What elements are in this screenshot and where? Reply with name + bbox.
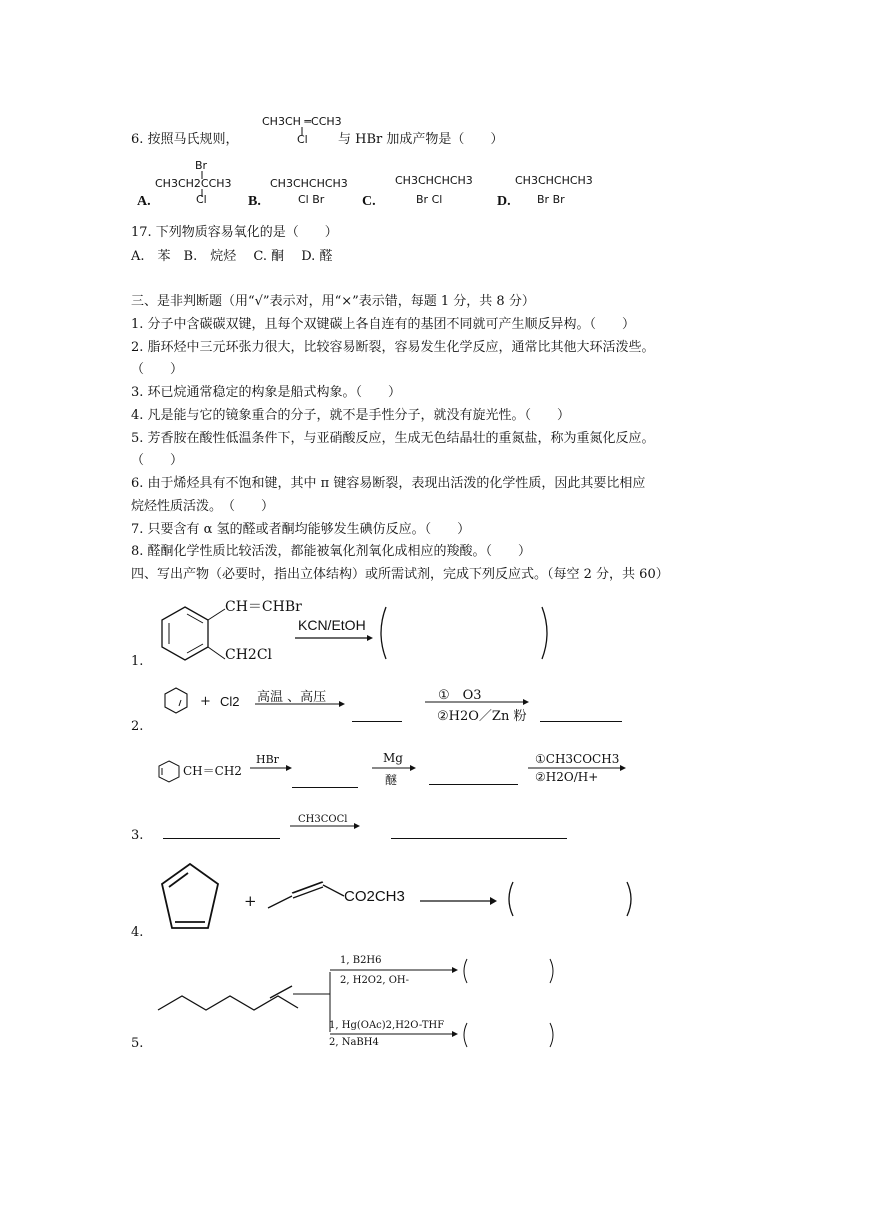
r2-condition: 高温 、高压 [257,690,327,705]
q6-d-label: D. [497,194,511,209]
section4-heading: 四、写出产物（必要时，指出立体结构）或所需试剂，完成下列反应式。（每空 2 分，共 60） [131,567,669,582]
q6-a-chain: CH3CH2CCH3 [155,177,232,190]
r2b-blank-2[interactable] [429,784,518,785]
r3-reagent: CH3COCl [298,814,348,825]
r2-step1: ① O3 [438,688,482,703]
s3-item: （ ） [131,453,184,468]
answer-parentheses[interactable] [378,605,558,661]
q6-d-chain: CH3CHCHCH3 [515,174,593,187]
r3-number: 3. [131,828,144,843]
benzene-ring-icon [160,605,230,665]
r2-step2: ②H2O／Zn 粉 [437,709,527,724]
r2b-step1: ①CH3COCH3 [535,752,620,766]
reaction-arrow-icon [420,896,498,906]
r2-blank-2[interactable] [540,721,622,722]
s3-item: 6. 由于烯烃具有不饱和键，其中 π 键容易断裂，表现出活泼的化学性质，因此其要比相应 [131,476,646,491]
q17-question: 17. 下列物质容易氧化的是（ ） [131,225,338,240]
reaction-arrow-icon [250,763,294,773]
r2-blank-1[interactable] [352,721,402,722]
r5-b1: 1, Hg(OAc)2,H2O-THF [329,1020,445,1031]
r2-number: 2. [131,719,144,734]
section3-heading: 三、是非判断题（用“√”表示对，用“×”表示错，每题 1 分，共 8 分） [131,294,535,309]
q6-b-label: B. [248,194,261,209]
s3-item: 2. 脂环烃中三元环张力很大，比较容易断裂，容易发生化学反应，通常比其他大环活泼些。 [131,340,655,355]
q6-c-label: C. [362,194,376,209]
r5-b2: 2, NaBH4 [329,1037,379,1048]
q6-suffix: 与 HBr 加成产物是（ ） [338,132,504,147]
reaction-arrow-icon [330,965,460,975]
s3-item: 5. 芳香胺在酸性低温条件下，与亚硝酸反应，生成无色结晶壮的重氮盐，称为重氮化反应。 [131,431,655,446]
answer-parentheses[interactable] [505,880,637,918]
q17-options: A. 苯 B. 烷烃 C. 酮 D. 醛 [131,249,333,264]
q6-reactant: CH3CH ═CCH3 [262,115,342,128]
r5-number: 5. [131,1036,144,1051]
r3-blank-1[interactable] [163,838,280,839]
heptene-skeleton-icon [156,968,336,1032]
r2-cl2: Cl2 [220,694,240,709]
s3-item: （ ） [131,362,184,377]
q6-reactant-cl: Cl [297,133,308,146]
cyclopentadiene-icon [160,862,222,934]
r4-number: 4. [131,925,144,940]
q6-a-br: Br [195,159,208,172]
r2b-hbr: HBr [256,753,279,766]
q6-c-chain: CH3CHCHCH3 [395,174,473,187]
s3-item: 7. 只要含有 α 氢的醛或者酮均能够发生碘仿反应。（ ） [131,522,471,537]
r5-a1: 1, B2H6 [340,955,382,966]
q6-b-sub: Cl Br [298,193,325,206]
answer-parentheses[interactable] [460,1021,560,1051]
r2b-ether: 醚 [385,773,398,787]
q6-a-cl: Cl [196,193,207,206]
answer-parentheses[interactable] [460,957,560,987]
r1-ch2cl: CH2Cl [225,647,273,663]
r2b-step2: ②H2O/H+ [535,770,599,784]
s3-item: 烷烃性质活泼。 （ ） [131,499,275,514]
q6-c-sub: Br Cl [416,193,443,206]
r2b-mg: Mg [383,751,403,765]
reaction-arrow-icon [295,633,375,643]
alkyne-ester-icon [268,880,348,912]
q6-d-sub: Br Br [537,193,565,206]
q6-b-chain: CH3CHCHCH3 [270,177,348,190]
benzene-ring-icon [158,760,184,784]
r1-vinyl-br: CH＝CHBr [225,599,302,615]
s3-item: 1. 分子中含碳碳双键，且每个双键碳上各自连有的基团不同就可产生顺反异构。（ ） [131,317,636,332]
cyclohexene-icon [163,686,193,716]
reaction-arrow-icon [290,821,362,831]
s3-item: 3. 环已烷通常稳定的构象是船式构象。（ ） [131,385,402,400]
r2-plus: + [200,694,211,709]
q6-question: 6. 按照马氏规则， [131,132,239,147]
q6-a-label: A. [137,194,151,209]
r1-reagent: KCN/EtOH [298,617,366,633]
s3-item: 8. 醛酮化学性质比较活泼，都能被氧化剂氧化成相应的羧酸。（ ） [131,544,532,559]
s3-item: 4. 凡是能与它的镜象重合的分子，就不是手性分子，就没有旋光性。（ ） [131,408,571,423]
r5-a2: 2, H2O2, OH- [340,975,410,986]
r2b-blank-1[interactable] [292,787,358,788]
r4-plus: + [244,892,257,910]
r2b-vinyl: CH＝CH2 [183,764,242,778]
reaction-arrow-icon [255,699,347,709]
r1-number: 1. [131,654,144,669]
r3-blank-2[interactable] [391,838,567,839]
r4-ester: CO2CH3 [344,888,405,905]
